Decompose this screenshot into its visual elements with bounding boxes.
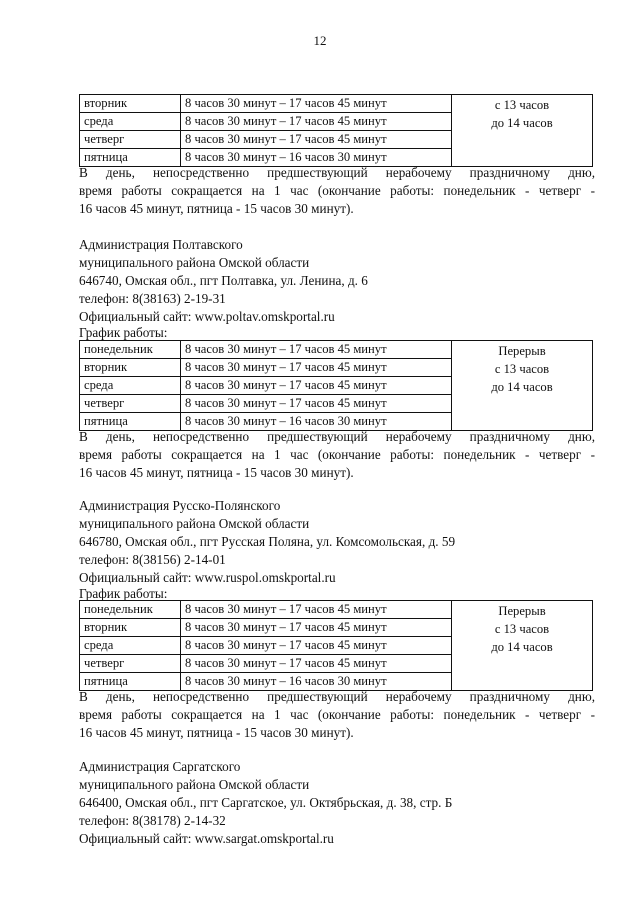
- time-cell: 8 часов 30 минут – 16 часов 30 минут: [181, 673, 452, 691]
- time-cell: 8 часов 30 минут – 17 часов 45 минут: [181, 655, 452, 673]
- note-line: В день, непосредственно предшествующий нерабочему праздничному дню,: [79, 165, 595, 180]
- note-line: В день, непосредственно предшествующий нерабочему праздничному дню,: [79, 429, 595, 444]
- break-cell: [452, 341, 593, 431]
- break-line: с 13 часов: [494, 98, 550, 112]
- table-row: [80, 601, 593, 619]
- time-cell: 8 часов 30 минут – 17 часов 45 минут: [181, 637, 452, 655]
- page-number: 12: [313, 33, 327, 48]
- note-line: время работы сокращается на 1 час (окончание работы: понедельник - четверг -: [79, 447, 595, 462]
- website[interactable]: Официальный сайт: www.sargat.omskportal.ru: [79, 831, 334, 846]
- note-line: время работы сокращается на 1 час (окончание работы: понедельник - четверг -: [79, 183, 595, 198]
- break-line: Перерыв: [498, 344, 546, 358]
- break-cell: [452, 95, 593, 167]
- day-cell: среда: [80, 377, 181, 395]
- time-cell: 8 часов 30 минут – 16 часов 30 минут: [181, 413, 452, 431]
- break-line: Перерыв: [498, 604, 546, 618]
- website[interactable]: Официальный сайт: www.poltav.omskportal.ru: [79, 309, 335, 324]
- schedule-table: [79, 94, 593, 167]
- website[interactable]: Официальный сайт: www.ruspol.omskportal.ru: [79, 570, 336, 585]
- break-line: с 13 часов: [494, 622, 550, 636]
- time-cell: 8 часов 30 минут – 17 часов 45 минут: [181, 131, 452, 149]
- phone: телефон: 8(38156) 2-14-01: [79, 552, 226, 567]
- note-line: время работы сокращается на 1 час (окончание работы: понедельник - четверг -: [79, 707, 595, 722]
- note-line: 16 часов 45 минут, пятница - 15 часов 30 минут).: [79, 465, 354, 480]
- schedule-table: [79, 600, 593, 691]
- note-line: 16 часов 45 минут, пятница - 15 часов 30 минут).: [79, 201, 354, 216]
- note-line: В день, непосредственно предшествующий нерабочему праздничному дню,: [79, 689, 595, 704]
- time-cell: 8 часов 30 минут – 17 часов 45 минут: [181, 395, 452, 413]
- time-cell: 8 часов 30 минут – 17 часов 45 минут: [181, 95, 452, 113]
- phone: телефон: 8(38178) 2-14-32: [79, 813, 226, 828]
- day-cell: понедельник: [80, 601, 181, 619]
- break-line: до 14 часов: [491, 640, 553, 654]
- day-cell: понедельник: [80, 341, 181, 359]
- day-cell: вторник: [80, 359, 181, 377]
- time-cell: 8 часов 30 минут – 17 часов 45 минут: [181, 619, 452, 637]
- org-name: Администрация Саргатского: [79, 759, 241, 774]
- day-cell: пятница: [80, 673, 181, 691]
- day-cell: пятница: [80, 413, 181, 431]
- org-name: муниципального района Омской области: [79, 255, 310, 270]
- address: 646400, Омская обл., пгт Саргатское, ул. Октябрьская, д. 38, стр. Б: [79, 795, 453, 810]
- phone: телефон: 8(38163) 2-19-31: [79, 291, 226, 306]
- org-name: Администрация Полтавского: [79, 237, 243, 252]
- schedule-label: График работы:: [79, 325, 168, 340]
- org-name: Администрация Русско-Полянского: [79, 498, 281, 513]
- day-cell: вторник: [80, 95, 181, 113]
- day-cell: четверг: [80, 655, 181, 673]
- day-cell: вторник: [80, 619, 181, 637]
- address: 646780, Омская обл., пгт Русская Поляна, ул. Комсомольская, д. 59: [79, 534, 456, 549]
- schedule-label: График работы:: [79, 586, 168, 601]
- time-cell: 8 часов 30 минут – 17 часов 45 минут: [181, 377, 452, 395]
- break-line: до 14 часов: [491, 116, 553, 130]
- time-cell: 8 часов 30 минут – 17 часов 45 минут: [181, 359, 452, 377]
- break-line: до 14 часов: [491, 380, 553, 394]
- org-name: муниципального района Омской области: [79, 516, 310, 531]
- time-cell: 8 часов 30 минут – 16 часов 30 минут: [181, 149, 452, 167]
- time-cell: 8 часов 30 минут – 17 часов 45 минут: [181, 341, 452, 359]
- day-cell: пятница: [80, 149, 181, 167]
- day-cell: четверг: [80, 395, 181, 413]
- org-name: муниципального района Омской области: [79, 777, 310, 792]
- note-line: 16 часов 45 минут, пятница - 15 часов 30 минут).: [79, 725, 354, 740]
- time-cell: 8 часов 30 минут – 17 часов 45 минут: [181, 601, 452, 619]
- day-cell: среда: [80, 637, 181, 655]
- address: 646740, Омская обл., пгт Полтавка, ул. Ленина, д. 6: [79, 273, 368, 288]
- table-row: [80, 95, 593, 113]
- schedule-table: [79, 340, 593, 431]
- break-line: с 13 часов: [494, 362, 550, 376]
- table-row: [80, 341, 593, 359]
- day-cell: среда: [80, 113, 181, 131]
- time-cell: 8 часов 30 минут – 17 часов 45 минут: [181, 113, 452, 131]
- day-cell: четверг: [80, 131, 181, 149]
- break-cell: [452, 601, 593, 691]
